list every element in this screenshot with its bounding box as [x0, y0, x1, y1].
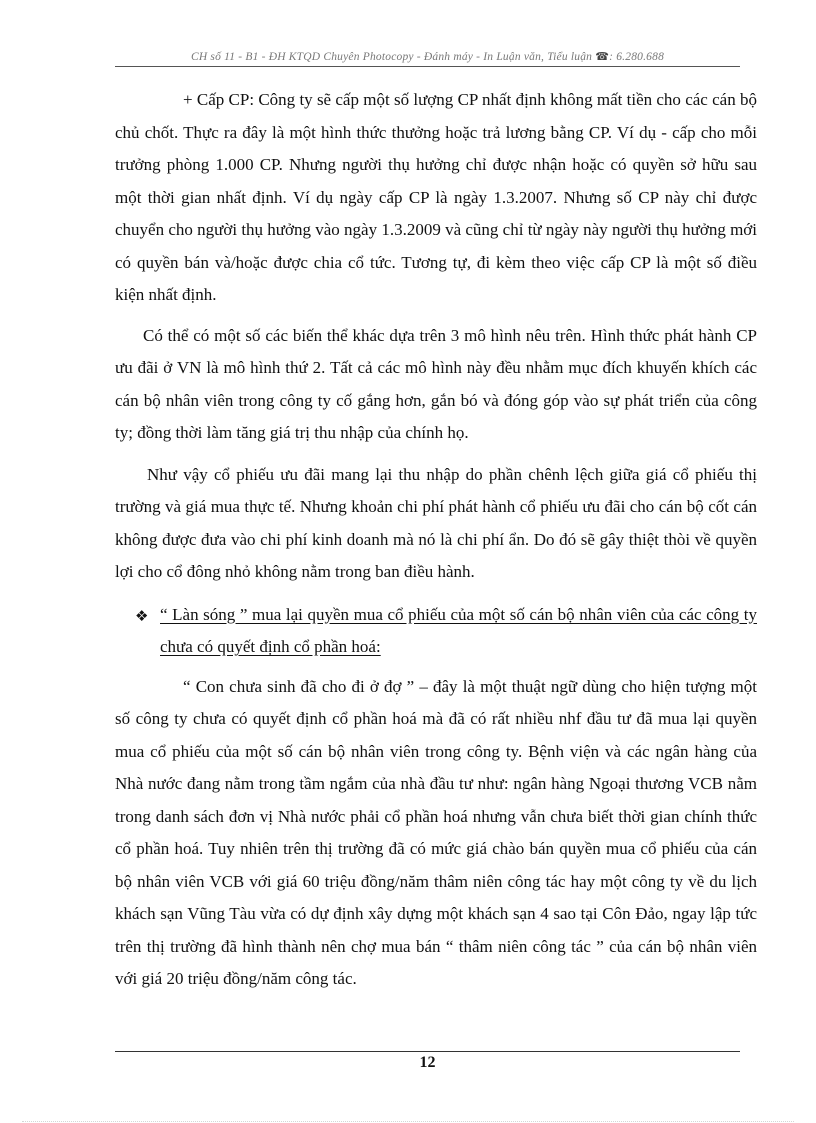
- paragraph-grant-shares: + Cấp CP: Công ty sẽ cấp một số lượng CP nhất định không mất tiền cho các cán bộ chủ chốt. Thực ra đây là một hình thức thưởng hoặc trả lương bằng CP. Ví dụ - cấp cho mỗi trưởng phòng 1.000 CP. Nhưng người thụ hưởng chỉ được nhận hoặc có quyền sở hữu sau một thời gian nhất định. Ví dụ ngày cấp CP là ngày 1.3.2007. Nhưng số CP này chỉ được chuyển cho người thụ hưởng vào ngày 1.3.2009 và cũng chỉ từ ngày này người thụ hưởng mới có quyền bán và/hoặc được chia cổ tức. Tương tự, đi kèm theo việc cấp CP là một số điều kiện nhất định.: [115, 90, 758, 304]
- page-edge-divider: [22, 1121, 794, 1122]
- header-phone: : 6.280.688: [609, 51, 665, 63]
- header-text: CH số 11 - B1 - ĐH KTQD Chuyên Photocopy - Đánh máy - In Luận văn, Tiểu luận: [190, 51, 593, 63]
- paragraph-wave: “ Con chưa sinh đã cho đi ở đợ ” – đây là một thuật ngữ dùng cho hiện tượng một số công ty chưa có quyết định cổ phần hoá mà đã có rất nhiều nhf đầu tư đã mua lại quyền mua cổ phiếu của một số cán bộ nhân viên trong công ty. Bệnh viện và các ngân hàng của Nhà nước đang nằm trong tầm ngắm của nhà đầu tư như: ngân hàng Ngoại thương VCB nằm trong danh sách đơn vị Nhà nước phải cổ phần hoá nhưng vẫn chưa biết thời gian chính thức cổ phần hoá. Tuy nhiên trên thị trường đã có mức giá chào bán quyền mua cổ phiếu của cán bộ nhân viên VCB với giá 60 triệu đồng/năm thâm niên công tác hay một công ty về du lịch khách sạn Vũng Tàu vừa có dự định xây dựng một khách sạn 4 sao tại Côn Đảo, ngay lập tức trên thị trường đã hình thành nên chợ mua bán “ thâm niên công tác ” của cán bộ nhân viên với giá 20 triệu đồng/năm công tác.: [115, 676, 757, 988]
- page-body: [115, 84, 757, 996]
- page-number: 12: [419, 1054, 436, 1071]
- footer-divider: [115, 1051, 740, 1052]
- section-heading: [115, 599, 757, 664]
- paragraph-variants: Có thể có một số các biến thể khác dựa trên 3 mô hình nêu trên. Hình thức phát hành CP ưu đãi ở VN là mô hình thứ 2. Tất cả các mô hình này đều nhằm mục đích khuyến khích các cán bộ nhân viên trong công ty cố gắng hơn, gắn bó và đóng góp vào sự phát triển của công ty; đồng thời làm tăng giá trị thu nhập của chính họ.: [115, 325, 757, 442]
- phone-icon: ☎: [595, 51, 610, 63]
- section-heading-text: “ Làn sóng ” mua lại quyền mua cổ phiếu của một số cán bộ nhân viên của các công ty chưa có quyết định cổ phần hoá:: [160, 604, 757, 656]
- diamond-bullet-icon: ❖: [135, 606, 149, 625]
- paragraph-preferred-shares: Như vậy cổ phiếu ưu đãi mang lại thu nhập do phần chênh lệch giữa giá cổ phiếu thị trường và giá mua thực tế. Nhưng khoản chi phí phát hành cổ phiếu ưu đãi cho cán bộ cốt cán không được đưa vào chi phí kinh doanh mà nó là chi phí ẩn. Do đó sẽ gây thiệt thòi về quyền lợi cho cổ đông nhỏ không nằm trong ban điều hành.: [115, 464, 757, 581]
- page-header: [115, 50, 740, 67]
